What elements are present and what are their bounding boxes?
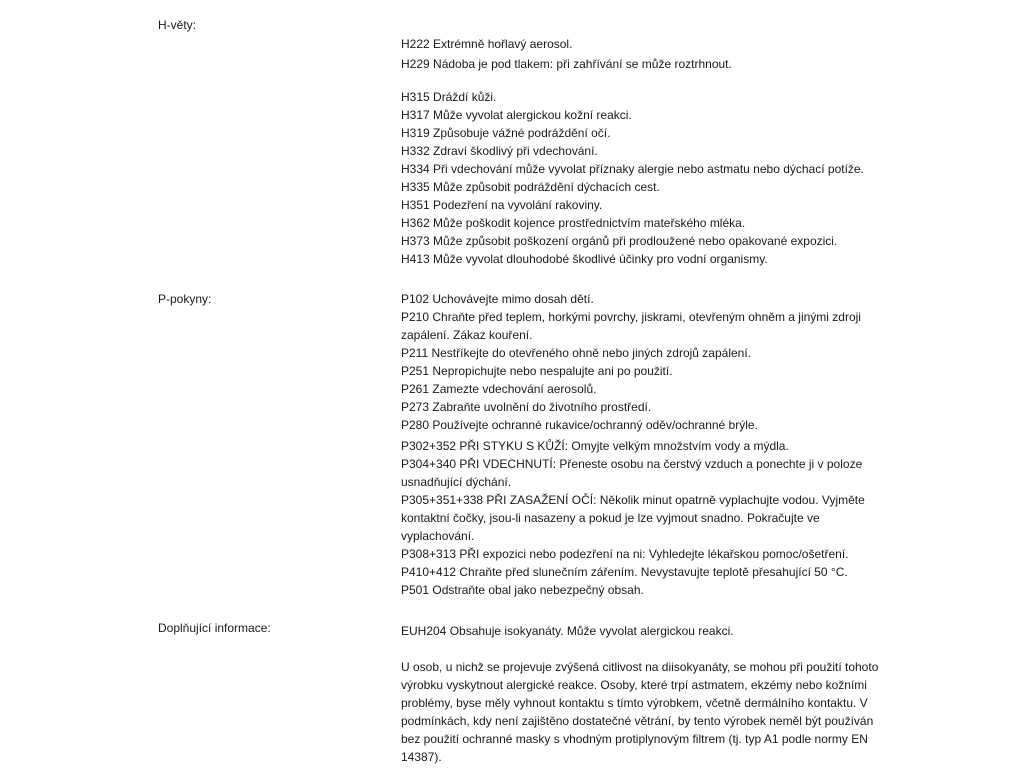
p-statement: P273 Zabraňte uvolnění do životního prostředí. [401,400,652,414]
p-statement: P305+351+338 PŘI ZASAŽENÍ OČÍ: Několik minut opatrně vyplachujte vodou. Vyjměte kontaktní čočky, jsou-li nasazeny a pokud je lze vyjmout snadno. Pokračujte ve vyplachování. [401,493,865,543]
p-statement: P410+412 Chraňte před slunečním zářením. Nevystavujte teplotě přesahující 50 °C. [401,565,848,579]
p-statement: P102 Uchovávejte mimo dosah dětí. [401,292,594,306]
h-statement: H413 Může vyvolat dlouhodobé škodlivé účinky pro vodní organismy. [401,252,768,266]
h-statement: H332 Zdraví škodlivý při vdechování. [401,144,598,158]
h-statement: H335 Může způsobit podráždění dýchacích cest. [401,180,660,194]
p-statement: P302+352 PŘI STYKU S KŮŽÍ: Omyjte velkým množstvím vody a mýdla. [401,439,789,453]
p-statement: P251 Nepropichujte nebo nespalujte ani po použití. [401,364,673,378]
h-statement: H317 Může vyvolat alergickou kožní reakci. [401,108,632,122]
h-statements-label: H-věty: [158,18,197,32]
euh-statement: EUH204 Obsahuje isokyanáty. Může vyvolat alergickou reakci. [401,624,734,638]
h-statement: H319 Způsobuje vážné podráždění očí. [401,126,611,140]
h-statement: H362 Může poškodit kojence prostřednictvím mateřského mléka. [401,216,746,230]
p-statement: P261 Zamezte vdechování aerosolů. [401,382,597,396]
p-statements-label: P-pokyny: [158,292,212,306]
h-statement: H373 Může způsobit poškození orgánů při prodloužené nebo opakované expozici. [401,234,838,248]
h-statement: H229 Nádoba je pod tlakem: při zahřívání se může roztrhnout. [401,57,732,71]
additional-info-content [401,622,891,766]
h-statement: H315 Dráždí kůži. [401,90,497,104]
h-statement: H351 Podezření na vyvolání rakoviny. [401,198,603,212]
p-statements-list [401,290,891,599]
h-statements-list [401,35,891,268]
p-statement: P501 Odstraňte obal jako nebezpečný obsah. [401,583,644,597]
h-statement: H222 Extrémně hořlavý aerosol. [401,37,573,51]
p-statement: P304+340 PŘI VDECHNUTÍ: Přeneste osobu na čerstvý vzduch a ponechte ji v poloze usnadňující dýchání. [401,457,863,489]
p-statement: P210 Chraňte před teplem, horkými povrchy, jiskrami, otevřeným ohněm a jinými zdroji zapálení. Zákaz kouření. [401,310,861,342]
p-statement: P308+313 PŘI expozici nebo podezření na ni: Vyhledejte lékařskou pomoc/ošetření. [401,547,849,561]
additional-info-label: Doplňující informace: [158,621,271,635]
p-statement: P280 Používejte ochranné rukavice/ochranný oděv/ochranné brýle. [401,418,758,432]
h-statement: H334 Při vdechování může vyvolat příznaky alergie nebo astmatu nebo dýchací potíže. [401,162,864,176]
p-statement: P211 Nestříkejte do otevřeného ohně nebo jiných zdrojů zapálení. [401,346,752,360]
additional-info-paragraph: U osob, u nichž se projevuje zvýšená citlivost na diisokyanáty, se mohou při použití tohoto výrobku vyskytnout alergické reakce. Osoby, které trpí astmatem, ekzémy nebo kožními problémy, byse měly vyhnout kontaktu s tímto výrobkem, včetně dermálního kontaktu. V podmínkách, kdy není zajištěno dostatečné větrání, by tento výrobek neměl být používán bez použití ochranné masky s vhodným protiplynovým filtrem (tj. typ A1 podle normy EN 14387). [401,660,879,764]
